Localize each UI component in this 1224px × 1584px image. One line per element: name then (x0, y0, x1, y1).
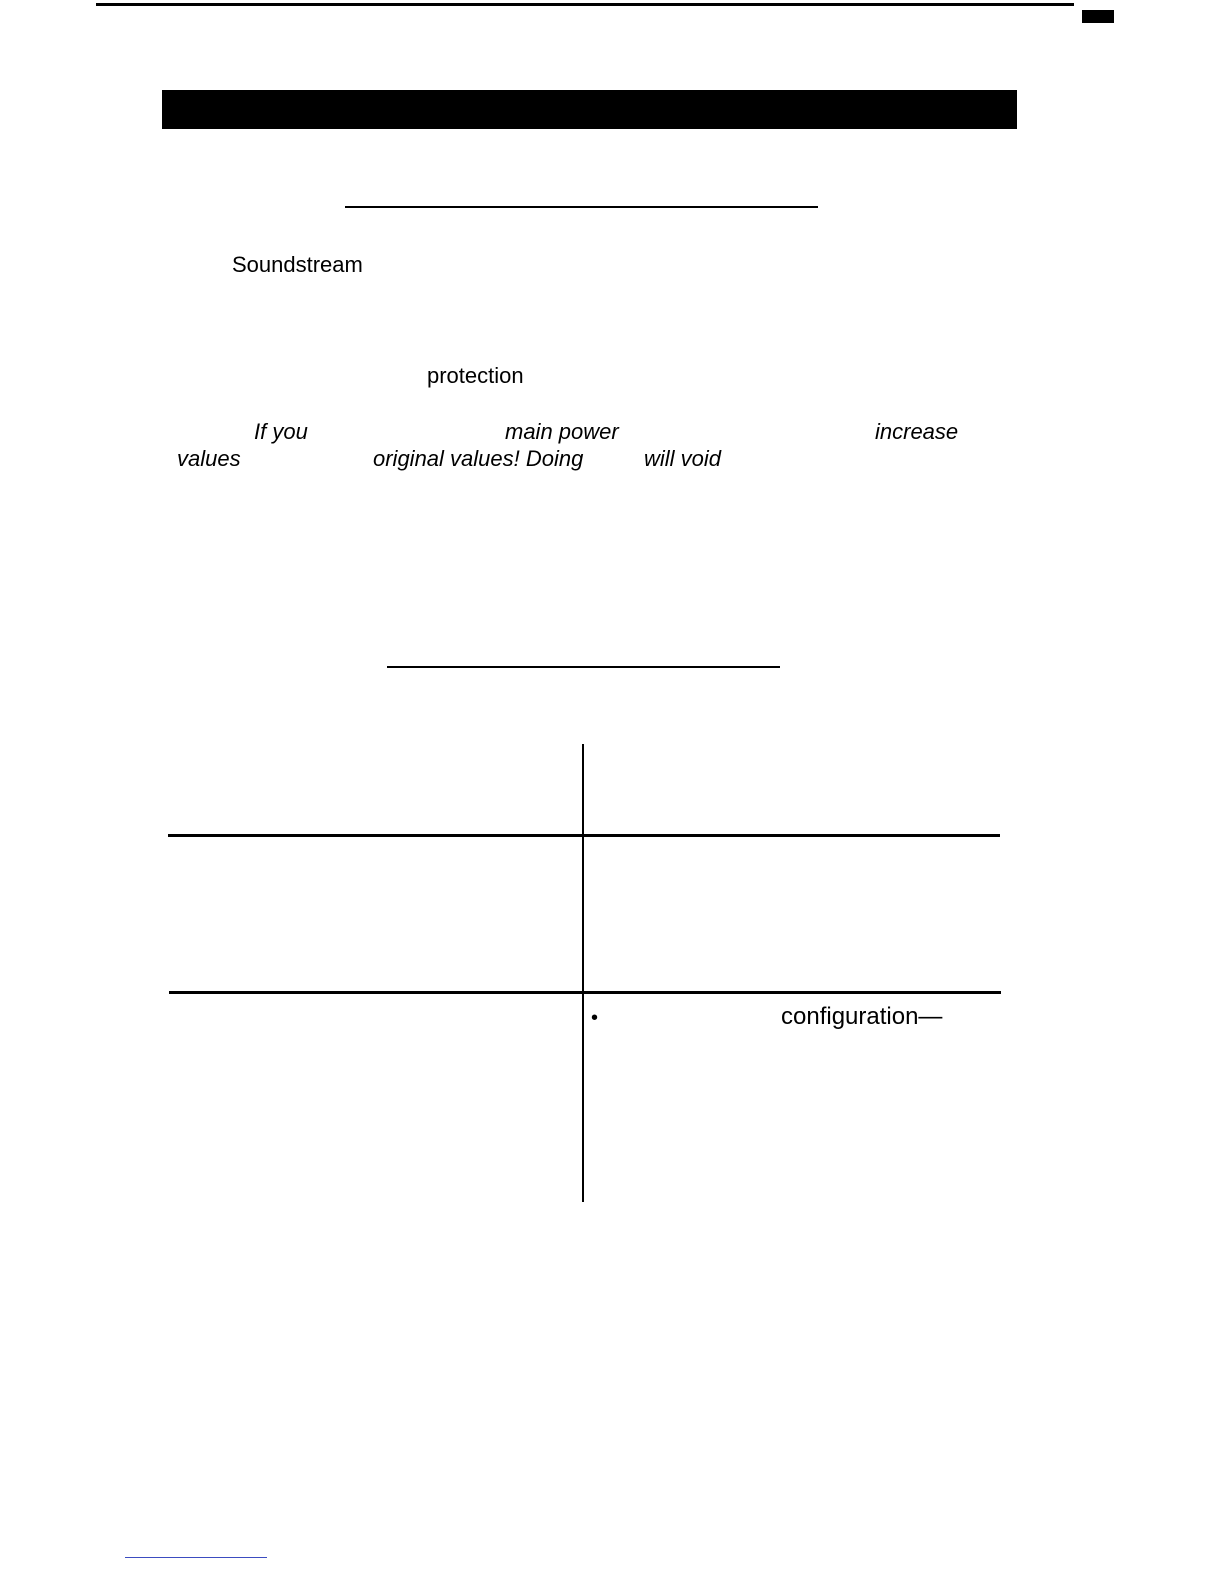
footer-link-underline (125, 1557, 267, 1558)
table-word-configuration: configuration— (781, 1003, 943, 1030)
word-values: values (177, 446, 241, 471)
section-header-bar (162, 90, 1017, 129)
table-row-divider-1 (168, 834, 1000, 837)
top-edge-rule (96, 3, 1074, 6)
table-bullet: • (591, 1007, 599, 1029)
corner-tab (1082, 10, 1114, 23)
word-increase: increase (875, 419, 959, 444)
table-vertical-divider (582, 744, 584, 1202)
word-will-void: will void (644, 446, 722, 471)
heading-underline-2 (387, 666, 780, 668)
heading-underline-1 (345, 206, 818, 208)
word-if-you: If you (254, 419, 308, 444)
word-protection: protection (427, 363, 524, 388)
table-row-divider-2 (169, 991, 1001, 994)
word-main-power: main power (505, 419, 619, 444)
word-original-values-doing: original values! Doing (373, 446, 584, 471)
word-soundstream: Soundstream (232, 252, 363, 277)
